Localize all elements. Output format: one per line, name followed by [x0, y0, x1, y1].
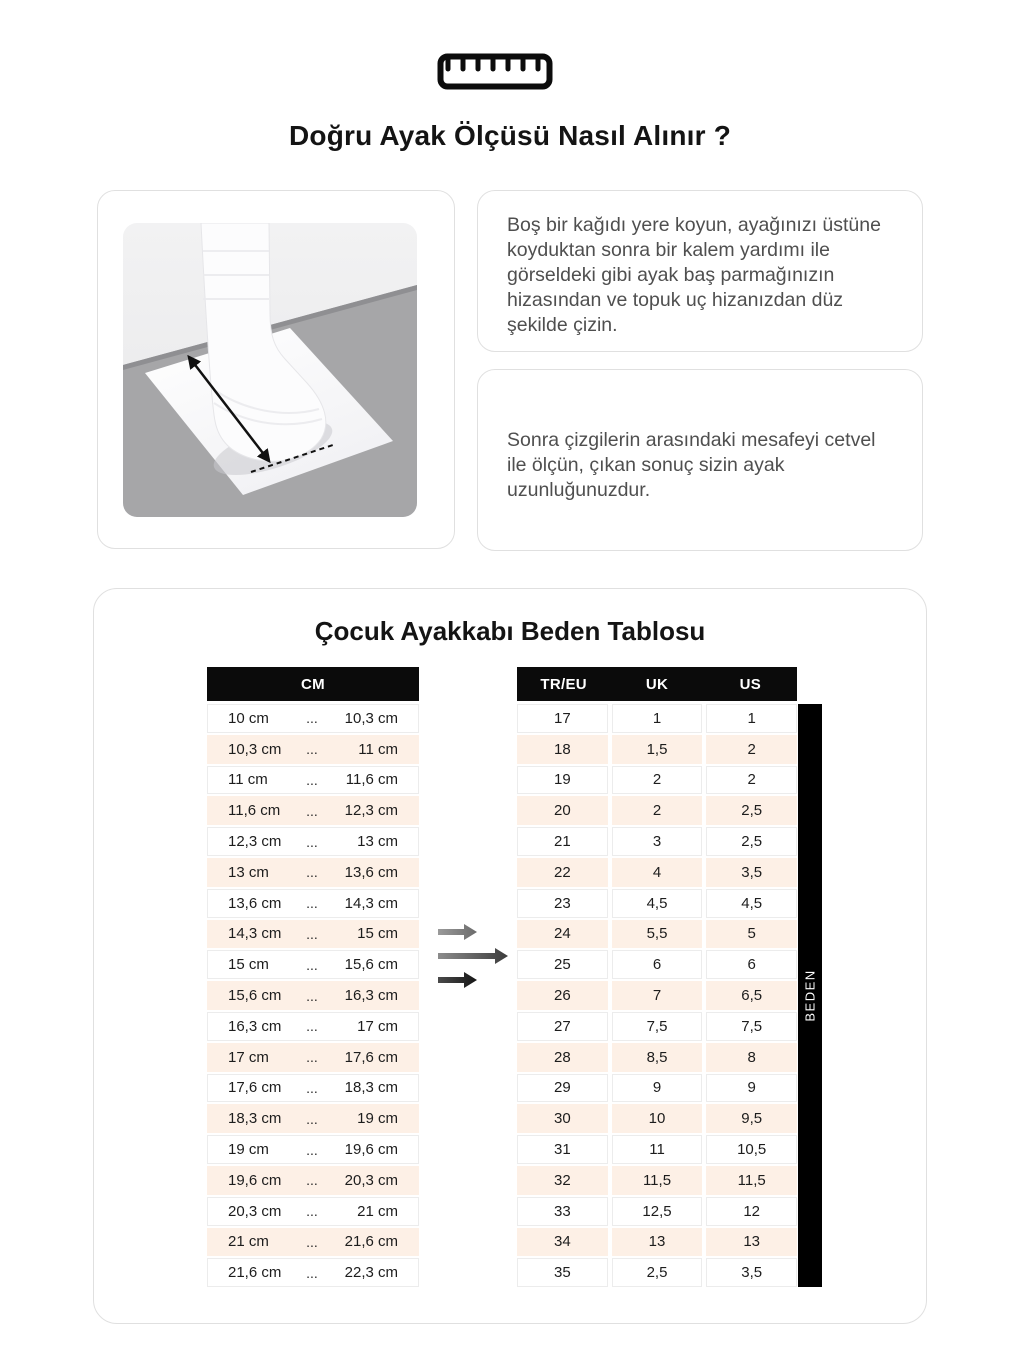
cm-range-from: 14,3 cm — [228, 925, 282, 943]
cm-table — [207, 667, 419, 1289]
cm-range-from: 11 cm — [228, 771, 268, 789]
cm-range-to: 21,6 cm — [344, 1233, 398, 1251]
cell-uk: 12,5 — [612, 1197, 703, 1226]
instruction-step-1-card — [477, 190, 923, 352]
cell-us: 6,5 — [706, 981, 797, 1010]
page-title: Doğru Ayak Ölçüsü Nasıl Alınır ? — [288, 120, 732, 151]
cm-range-separator: ... — [306, 1233, 318, 1250]
cm-range-to: 19,6 cm — [344, 1141, 398, 1159]
shoe-size-row — [517, 796, 797, 825]
cm-table-body — [207, 704, 419, 1287]
cell-uk: 13 — [612, 1228, 703, 1257]
cm-range-to: 10,3 cm — [344, 709, 398, 727]
instruction-step-2-text: Sonra çizgilerin arasındaki mesafeyi cetvel ile ölçün, çıkan sonuç sizin ayak uzunluğunuzdur. — [507, 428, 876, 501]
cell-tr-eu: 33 — [517, 1197, 608, 1226]
cell-uk: 5,5 — [612, 920, 703, 949]
cell-us: 7,5 — [706, 1012, 797, 1041]
cm-table-row — [207, 1104, 419, 1133]
cm-table-row — [207, 1043, 419, 1072]
cm-range-to: 11 cm — [358, 740, 398, 758]
cm-range-to: 12,3 cm — [344, 802, 398, 820]
cell-us: 3,5 — [706, 858, 797, 887]
shoe-size-row — [517, 1135, 797, 1164]
cell-tr-eu: 29 — [517, 1074, 608, 1103]
cell-tr-eu: 25 — [517, 950, 608, 979]
cm-range-to: 16,3 cm — [344, 987, 398, 1005]
cell-us: 2 — [706, 735, 797, 764]
cell-uk: 1,5 — [612, 735, 703, 764]
shoe-size-row — [517, 950, 797, 979]
cm-range-to: 14,3 cm — [344, 894, 398, 912]
cell-tr-eu: 20 — [517, 796, 608, 825]
cm-table-row — [207, 920, 419, 949]
cm-range-separator: ... — [306, 987, 318, 1004]
cm-range-separator: ... — [306, 1049, 318, 1066]
cell-uk: 7 — [612, 981, 703, 1010]
cm-range-from: 11,6 cm — [228, 802, 281, 820]
cell-uk: 9 — [612, 1074, 703, 1103]
cm-range-separator: ... — [306, 1141, 318, 1158]
cm-range-to: 22,3 cm — [344, 1264, 398, 1282]
cm-range-from: 13,6 cm — [228, 894, 282, 912]
cm-table-row — [207, 981, 419, 1010]
cell-tr-eu: 31 — [517, 1135, 608, 1164]
shoe-size-row — [517, 1166, 797, 1195]
cell-us: 2,5 — [706, 827, 797, 856]
cell-uk: 11 — [612, 1135, 703, 1164]
shoe-size-row — [517, 1258, 797, 1287]
cm-range-separator: ... — [306, 1110, 318, 1127]
shoe-size-row — [517, 735, 797, 764]
cm-range-from: 13 cm — [228, 863, 269, 881]
shoe-size-row — [517, 981, 797, 1010]
cell-tr-eu: 24 — [517, 920, 608, 949]
header-us: US — [739, 675, 762, 693]
cell-us: 9 — [706, 1074, 797, 1103]
header-tr-eu: TR/EU — [540, 675, 587, 693]
cell-uk: 3 — [612, 827, 703, 856]
cell-tr-eu: 23 — [517, 889, 608, 918]
cm-range-to: 19 cm — [357, 1110, 398, 1128]
cell-uk: 4 — [612, 858, 703, 887]
cell-us: 9,5 — [706, 1104, 797, 1133]
cell-tr-eu: 30 — [517, 1104, 608, 1133]
cm-table-row — [207, 858, 419, 887]
cell-us: 11,5 — [706, 1166, 797, 1195]
cell-tr-eu: 35 — [517, 1258, 608, 1287]
cell-uk: 11,5 — [612, 1166, 703, 1195]
cell-uk: 2 — [612, 796, 703, 825]
cm-range-from: 15 cm — [228, 956, 269, 974]
shoe-size-row — [517, 827, 797, 856]
cm-range-from: 21,6 cm — [228, 1264, 282, 1282]
cm-range-separator: ... — [306, 956, 318, 973]
shoe-size-row — [517, 1012, 797, 1041]
cm-table-row — [207, 1258, 419, 1287]
cm-range-to: 18,3 cm — [344, 1079, 398, 1097]
cm-range-from: 17,6 cm — [228, 1079, 282, 1097]
cell-tr-eu: 26 — [517, 981, 608, 1010]
cm-table-row — [207, 1074, 419, 1103]
shoe-size-row — [517, 704, 797, 733]
cm-range-to: 17 cm — [357, 1017, 398, 1035]
cm-table-row — [207, 1197, 419, 1226]
cell-tr-eu: 32 — [517, 1166, 608, 1195]
cm-range-to: 20,3 cm — [344, 1171, 398, 1189]
cm-range-from: 12,3 cm — [228, 833, 282, 851]
cell-tr-eu: 22 — [517, 858, 608, 887]
cm-range-from: 10 cm — [228, 709, 269, 727]
cm-range-separator: ... — [306, 710, 318, 727]
cell-uk: 8,5 — [612, 1043, 703, 1072]
cm-range-from: 17 cm — [228, 1048, 269, 1066]
ruler-icon — [437, 53, 553, 90]
size-table-title: Çocuk Ayakkabı Beden Tablosu — [314, 616, 706, 646]
shoe-size-row — [517, 1074, 797, 1103]
cell-uk: 10 — [612, 1104, 703, 1133]
cm-table-row — [207, 950, 419, 979]
cm-range-separator: ... — [306, 1079, 318, 1096]
cm-range-from: 15,6 cm — [228, 987, 282, 1005]
cm-table-row — [207, 766, 419, 795]
cell-tr-eu: 19 — [517, 766, 608, 795]
shoe-size-row — [517, 1228, 797, 1257]
cm-table-header: CM — [207, 667, 419, 701]
foot-on-paper-measurement-photo — [123, 223, 417, 517]
cm-range-from: 18,3 cm — [228, 1110, 282, 1128]
cell-uk: 2 — [612, 766, 703, 795]
beden-side-label: BEDEN — [802, 969, 818, 1022]
cell-tr-eu: 28 — [517, 1043, 608, 1072]
cell-us: 10,5 — [706, 1135, 797, 1164]
shoe-size-row — [517, 1043, 797, 1072]
cell-us: 2,5 — [706, 796, 797, 825]
measurement-photo-card — [97, 190, 455, 549]
cm-table-row — [207, 827, 419, 856]
cell-us: 2 — [706, 766, 797, 795]
cell-tr-eu: 17 — [517, 704, 608, 733]
cm-range-from: 20,3 cm — [228, 1202, 282, 1220]
cm-range-separator: ... — [306, 833, 318, 850]
cm-table-row — [207, 704, 419, 733]
cm-range-from: 21 cm — [228, 1233, 269, 1251]
cell-us: 12 — [706, 1197, 797, 1226]
cell-us: 1 — [706, 704, 797, 733]
cm-range-to: 13 cm — [357, 833, 398, 851]
shoe-size-row — [517, 858, 797, 887]
cm-range-separator: ... — [306, 1172, 318, 1189]
cell-us: 13 — [706, 1228, 797, 1257]
cell-tr-eu: 18 — [517, 735, 608, 764]
cell-us: 3,5 — [706, 1258, 797, 1287]
cm-range-to: 17,6 cm — [344, 1048, 398, 1066]
cm-table-row — [207, 1135, 419, 1164]
header-uk: UK — [645, 675, 669, 693]
cm-range-to: 13,6 cm — [344, 863, 398, 881]
cm-range-separator: ... — [306, 1018, 318, 1035]
cell-us: 5 — [706, 920, 797, 949]
cm-range-to: 15 cm — [357, 925, 398, 943]
size-tables-area — [94, 667, 928, 1292]
cm-range-separator: ... — [306, 771, 318, 788]
cm-range-separator: ... — [306, 1203, 318, 1220]
shoe-size-table-body — [517, 704, 797, 1287]
cm-range-separator: ... — [306, 802, 318, 819]
cm-range-to: 15,6 cm — [344, 956, 398, 974]
cell-us: 4,5 — [706, 889, 797, 918]
cell-uk: 2,5 — [612, 1258, 703, 1287]
size-table-card — [93, 588, 927, 1324]
cm-table-row — [207, 1166, 419, 1195]
cm-table-row — [207, 889, 419, 918]
instruction-step-1-text: Boş bir kağıdı yere koyun, ayağınızı üstüne koyduktan sonra bir kalem yardımı ile görseldeki gibi ayak baş parmağınızın hizasından ve topuk uç hizanızdan düz şekilde çizin. — [507, 214, 881, 336]
shoe-size-table-header — [517, 667, 797, 701]
cm-range-separator: ... — [306, 925, 318, 942]
cell-uk: 1 — [612, 704, 703, 733]
cm-range-from: 19,6 cm — [228, 1171, 282, 1189]
cm-range-separator: ... — [306, 1264, 318, 1281]
cm-table-row — [207, 796, 419, 825]
convert-arrows-icon — [438, 924, 516, 988]
cm-table-row — [207, 1228, 419, 1257]
cell-uk: 4,5 — [612, 889, 703, 918]
shoe-size-row — [517, 889, 797, 918]
cell-tr-eu: 21 — [517, 827, 608, 856]
cell-uk: 6 — [612, 950, 703, 979]
cm-range-to: 11,6 cm — [345, 771, 398, 789]
cm-range-from: 10,3 cm — [228, 740, 282, 758]
cm-range-from: 16,3 cm — [228, 1017, 282, 1035]
cm-table-row — [207, 1012, 419, 1041]
cm-range-to: 21 cm — [357, 1202, 398, 1220]
cm-range-separator: ... — [306, 895, 318, 912]
cell-uk: 7,5 — [612, 1012, 703, 1041]
instruction-step-2-card — [477, 369, 923, 551]
cell-us: 8 — [706, 1043, 797, 1072]
cm-range-separator: ... — [306, 864, 318, 881]
cell-tr-eu: 34 — [517, 1228, 608, 1257]
shoe-size-row — [517, 1197, 797, 1226]
cm-range-separator: ... — [306, 741, 318, 758]
shoe-size-table — [517, 667, 797, 1289]
cell-us: 6 — [706, 950, 797, 979]
cm-table-row — [207, 735, 419, 764]
shoe-size-row — [517, 1104, 797, 1133]
shoe-size-row — [517, 766, 797, 795]
cell-tr-eu: 27 — [517, 1012, 608, 1041]
cm-range-from: 19 cm — [228, 1141, 269, 1159]
shoe-size-row — [517, 920, 797, 949]
beden-side-bar — [798, 704, 822, 1287]
